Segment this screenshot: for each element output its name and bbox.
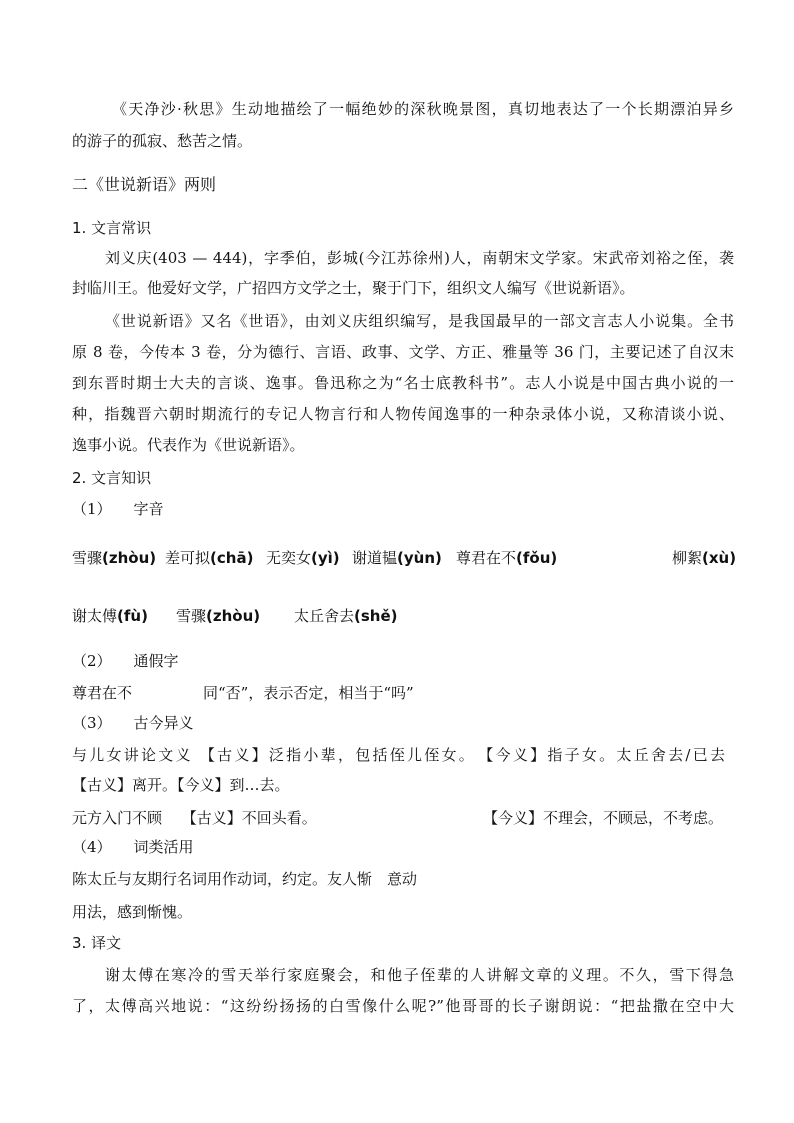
sub-heading-number: （1）	[72, 500, 112, 518]
pinyin-item: 谢道韫(yùn)	[352, 549, 442, 567]
heading-3: 3. 译文	[72, 934, 122, 952]
sub-heading-title: 通假字	[133, 652, 179, 670]
gujin-line-1: 与儿女讲论文义 【古义】泛指小辈，包括侄儿侄女。 【今义】指子女。太丘舍去/已去	[72, 746, 725, 764]
sub-heading-title: 古今异义	[133, 714, 194, 732]
pinyin-item: 雪骤(zhòu)	[72, 549, 157, 567]
tongjia-item: 尊君在不	[72, 684, 133, 702]
heading-1: 1. 文言常识	[72, 219, 152, 237]
sub-heading-1	[72, 499, 164, 519]
pinyin-item: 差可拟(chā)	[165, 549, 254, 567]
pinyin-item: 尊君在不(fǒu)	[456, 549, 558, 567]
gujin-line-3a: 元方入门不顾 【古义】不回头看。	[72, 809, 317, 827]
book-line-1: 《世说新语》又名《世语》，由刘义庆组织编写，是我国最早的一部文言志人小说集。全书	[105, 312, 734, 330]
book-line-5: 逸事小说。代表作为《世说新语》。	[72, 436, 305, 454]
book-line-3: 到东晋时期士大夫的言谈、逸事。鲁迅称之为“名士底教科书”。志人小说是中国古典小说的一	[72, 374, 734, 392]
gujin-line-3b: 【今义】不理会，不顾忌，不考虑。	[483, 809, 724, 827]
section-title: 二《世说新语》两则	[72, 175, 217, 194]
book-line-4: 种，指魏晋六朝时期流行的专记人物言行和人物传闻逸事的一种杂录体小说，又称清谈小说、	[72, 405, 734, 423]
gujin-line-2: 【古义】离开。【今义】到…去。	[72, 776, 290, 794]
author-line-2: 封临川王。他爱好文学，广招四方文学之士，聚于门下，组织文人编写《世说新语》。	[72, 279, 635, 297]
heading-2: 2. 文言知识	[72, 469, 152, 487]
pinyin-item: 柳絮(xù)	[672, 549, 737, 567]
huoyong-line-2: 用法，感到惭愧。	[72, 903, 193, 921]
translation-line-1: 谢太傅在寒冷的雪天举行家庭聚会，和他子侄辈的人讲解文章的义理。不久，雪下得急	[105, 966, 734, 984]
pinyin-item: 谢太傅(fù)	[72, 607, 148, 625]
sub-heading-title: 字音	[133, 500, 164, 518]
pinyin-item: 无奕女(yì)	[266, 549, 340, 567]
huoyong-line-1: 陈太丘与友期行名词用作动词，约定。友人惭 意动	[72, 870, 418, 888]
translation-line-2: 了，太傅高兴地说：“这纷纷扬扬的白雪像什么呢?”他哥哥的长子谢朗说：“把盐撒在空中大	[72, 997, 734, 1015]
tongjia-explain: 同“否”，表示否定，相当于“吗”	[203, 684, 414, 702]
pinyin-item: 雪骤(zhòu)	[176, 607, 261, 625]
sub-heading-3	[72, 713, 194, 733]
intro-line-1: 《天净沙·秋思》生动地描绘了一幅绝妙的深秋晚景图，真切地表达了一个长期漂泊异乡	[112, 100, 734, 118]
sub-heading-number: （4）	[72, 838, 112, 856]
author-line-1: 刘义庆(403 — 444)，字季伯，彭城(今江苏徐州)人，南朝宋文学家。宋武帝刘裕之侄，袭	[105, 249, 734, 267]
pinyin-item: 太丘舍去(shě)	[294, 607, 398, 625]
sub-heading-2	[72, 651, 179, 671]
sub-heading-number: （3）	[72, 714, 112, 732]
intro-line-2: 的游子的孤寂、愁苦之情。	[72, 132, 253, 150]
sub-heading-title: 词类活用	[133, 838, 194, 856]
book-line-2: 原 8 卷，今传本 3 卷，分为德行、言语、政事、文学、方正、雅量等 36 门，主要记述了自汉末	[72, 343, 734, 361]
sub-heading-number: （2）	[72, 652, 112, 670]
sub-heading-4	[72, 837, 194, 857]
